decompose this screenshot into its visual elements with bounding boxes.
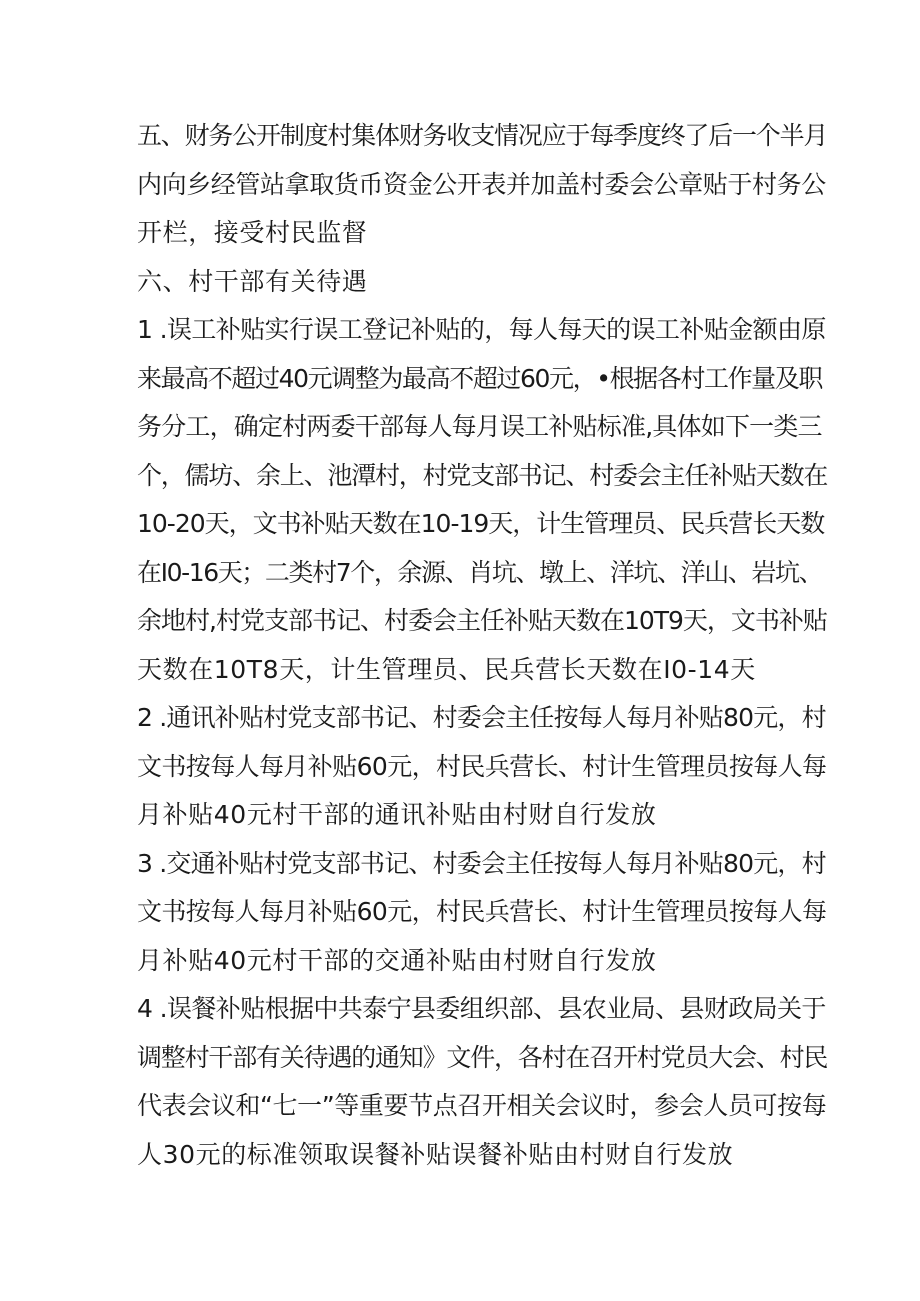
text-line: 务分工，确定村两委干部每人每月误工补贴标准,具体如下一类三	[137, 412, 822, 441]
text-line: 月补贴40元村干部的交通补贴由村财自行发放	[137, 945, 657, 975]
section-heading: 六、村干部有关待遇	[137, 266, 368, 296]
section-six-heading	[137, 258, 817, 307]
text-line: 内向乡经管站拿取货币资金公开表并加盖村委会公章贴于村务公	[137, 169, 826, 199]
item-4-meal-subsidy	[137, 985, 828, 1179]
text-line: 开栏，接受村民监督	[137, 218, 368, 247]
text-line: 人30元的标准领取误餐补贴误餐补贴由村财自行发放	[137, 1139, 734, 1169]
item-3-transport-subsidy	[137, 840, 827, 986]
text-line: 文书按每人每月补贴60元，村民兵营长、村计生管理员按每人每	[137, 751, 827, 781]
text-line: 10-20天，文书补贴天数在10-19天，计生管理员、民兵营长天数	[137, 509, 825, 538]
text-line: 来最高不超过40元调整为最高不超过60元，•根据各村工作量及职	[137, 363, 822, 393]
text-line: 余地村,村党支部书记、村委会主任补贴天数在10T9天，文书补贴	[137, 606, 827, 635]
text-line: 代表会议和“七一”等重要节点召开相关会议时，参会人员可按每	[137, 1091, 827, 1120]
text-line: 在I0-16天；二类村7个，余源、肖坑、墩上、洋坑、洋山、岩坑、	[137, 557, 823, 587]
text-line: 五、财务公开制度村集体财务收支情况应于每季度终了后一个半月	[137, 121, 828, 150]
text-line: 1 .误工补贴实行误工登记补贴的，每人每天的误工补贴金额由原	[137, 315, 826, 344]
text-line: 2 .通讯补贴村党支部书记、村委会主任按每人每月补贴80元，村	[137, 703, 826, 732]
item-2-communication-subsidy	[137, 694, 827, 840]
text-line: 天数在10T8天，计生管理员、民兵营长天数在I0-14天	[137, 654, 756, 684]
text-line: 调整村干部有关待遇的通知》文件，各村在召开村党员大会、村民	[137, 1042, 828, 1072]
text-line: 3 .交通补贴村党支部书记、村委会主任按每人每月补贴80元，村	[137, 848, 826, 878]
text-line: 个，儒坊、余上、池潭村，村党支部书记、村委会主任补贴天数在	[137, 460, 828, 490]
item-1-work-subsidy	[137, 306, 828, 694]
text-line: 月补贴40元村干部的通讯补贴由村财自行发放	[137, 800, 657, 829]
text-line: 文书按每人每月补贴60元，村民兵营长、村计生管理员按每人每	[137, 897, 827, 926]
document-body	[137, 112, 828, 1179]
section-five-financial-disclosure	[137, 112, 828, 258]
text-line: 4 .误餐补贴根据中共泰宁县委组织部、县农业局、县财政局关于	[137, 994, 826, 1023]
